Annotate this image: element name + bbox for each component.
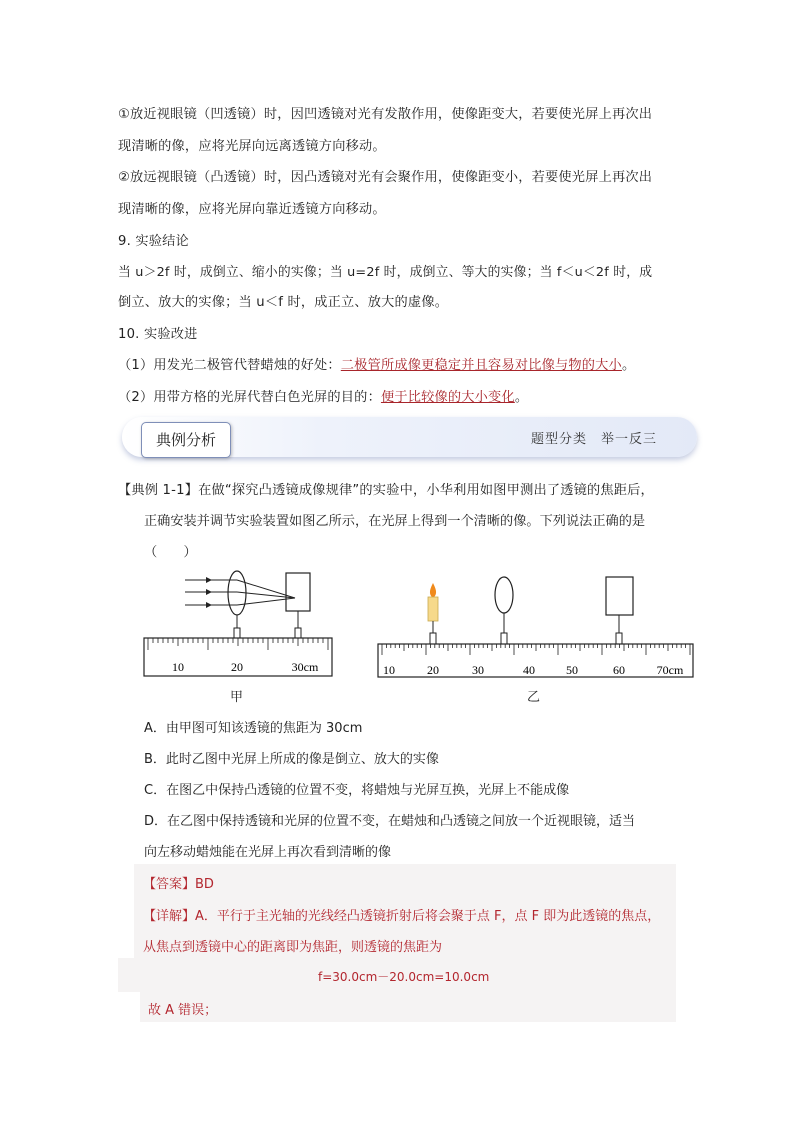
note-2-line-1: ②放远视眼镜（凸透镜）时，因凸透镜对光有会聚作用，使像距变小，若要使光屏上再次出 xyxy=(118,170,653,185)
banner-title: 典例分析 xyxy=(141,422,231,458)
candle-holder xyxy=(430,633,436,644)
yi-tick-label-20: 20 xyxy=(427,663,439,677)
light-screen-yi xyxy=(606,577,633,615)
item-2-prefix: （2）用带方格的光屏代替白色光屏的目的： xyxy=(118,390,381,405)
figure-yi-caption: 乙 xyxy=(527,690,541,705)
banner-subtitle: 题型分类 举一反三 xyxy=(531,432,658,447)
section-9-heading: 9. 实验结论 xyxy=(118,234,189,249)
conclusion-background xyxy=(140,992,676,1022)
figure-yi xyxy=(376,575,698,685)
lens-holder xyxy=(234,628,240,638)
yi-tick-label-10: 10 xyxy=(383,663,395,677)
jia-tick-label-20: 20 xyxy=(231,660,243,674)
item-1-answer: 二极管所成像更稳定并且容易对比像与物的大小 xyxy=(340,358,622,373)
detail-text-1: A．平行于主光轴的光线经凸透镜折射后将会聚于点 F，点 F 即为此透镜的焦点， xyxy=(195,909,661,924)
light-screen xyxy=(286,573,310,611)
answer-conclusion: 故 A 错误； xyxy=(148,1003,218,1018)
item-1-end: 。 xyxy=(621,358,636,373)
section-10-item-2 xyxy=(118,386,528,405)
jia-tick-label-10: 10 xyxy=(172,660,184,674)
screen-holder xyxy=(295,628,301,638)
option-b: B．此时乙图中光屏上所成的像是倒立、放大的实像 xyxy=(144,752,439,767)
example-blank: （ ） xyxy=(144,545,197,560)
figure-jia xyxy=(140,565,340,705)
candle-icon xyxy=(428,597,438,621)
section-10-heading: 10. 实验改进 xyxy=(118,327,198,342)
yi-tick-label-60: 60 xyxy=(613,663,625,677)
detail-line-1 xyxy=(143,905,660,924)
candle-flame xyxy=(430,583,436,598)
convex-lens-yi xyxy=(495,577,513,613)
detail-label: 【详解】 xyxy=(143,909,196,924)
example-tag: 【典例 1-1】 xyxy=(118,483,199,498)
option-d-line-1: D．在乙图中保持透镜和光屏的位置不变，在蜡烛和凸透镜之间放一个近视眼镜，适当 xyxy=(144,814,636,829)
detail-line-2: 从焦点到透镜中心的距离即为焦距，则透镜的焦距为 xyxy=(143,940,443,955)
option-c: C．在图乙中保持凸透镜的位置不变，将蜡烛与光屏互换，光屏上不能成像 xyxy=(144,783,570,798)
answer-label: 【答案】 xyxy=(143,877,196,892)
option-d-line-2: 向左移动蜡烛能在光屏上再次看到清晰的像 xyxy=(144,845,392,860)
item-1-prefix: （1）用发光二极管代替蜡烛的好处： xyxy=(118,358,341,373)
section-10-item-1 xyxy=(118,354,635,373)
section-9-line-2: 倒立、放大的实像；当 u＜f 时，成正立、放大的虚像。 xyxy=(118,295,449,310)
example-text-1: 在做“探究凸透镜成像规律”的实验中，小华利用如图甲测出了透镜的焦距后， xyxy=(198,483,654,498)
lens-holder-yi xyxy=(501,633,507,644)
screen-holder-yi xyxy=(616,633,622,644)
figure-jia-caption: 甲 xyxy=(230,690,244,705)
answer-value: BD xyxy=(195,877,214,892)
yi-tick-label-30: 30 xyxy=(472,663,484,677)
yi-tick-label-40: 40 xyxy=(523,663,535,677)
jia-tick-label-30: 30cm xyxy=(291,660,319,674)
answer-line xyxy=(143,873,214,892)
example-line-2: 正确安装并调节实验装置如图乙所示，在光屏上得到一个清晰的像。下列说法正确的是 xyxy=(144,514,646,529)
item-2-end: 。 xyxy=(514,390,529,405)
yi-tick-label-70: 70cm xyxy=(656,663,684,677)
parallel-rays xyxy=(185,580,295,605)
focal-length-formula: f=30.0cm－20.0cm=10.0cm xyxy=(318,970,490,984)
example-line-1 xyxy=(118,479,654,498)
option-a: A．由甲图可知该透镜的焦距为 30cm xyxy=(144,721,363,736)
note-2-line-2: 现清晰的像，应将光屏向靠近透镜方向移动。 xyxy=(118,202,386,217)
item-2-answer: 便于比较像的大小变化 xyxy=(380,390,515,405)
note-1-line-2: 现清晰的像，应将光屏向远离透镜方向移动。 xyxy=(118,139,386,154)
yi-tick-label-50: 50 xyxy=(566,663,578,677)
note-1-line-1: ①放近视眼镜（凹透镜）时，因凹透镜对光有发散作用，使像距变大，若要使光屏上再次出 xyxy=(118,107,653,122)
section-9-line-1: 当 u＞2f 时，成倒立、缩小的实像；当 u=2f 时，成倒立、等大的实像；当 f＜u＜2f 时，成 xyxy=(118,265,653,280)
